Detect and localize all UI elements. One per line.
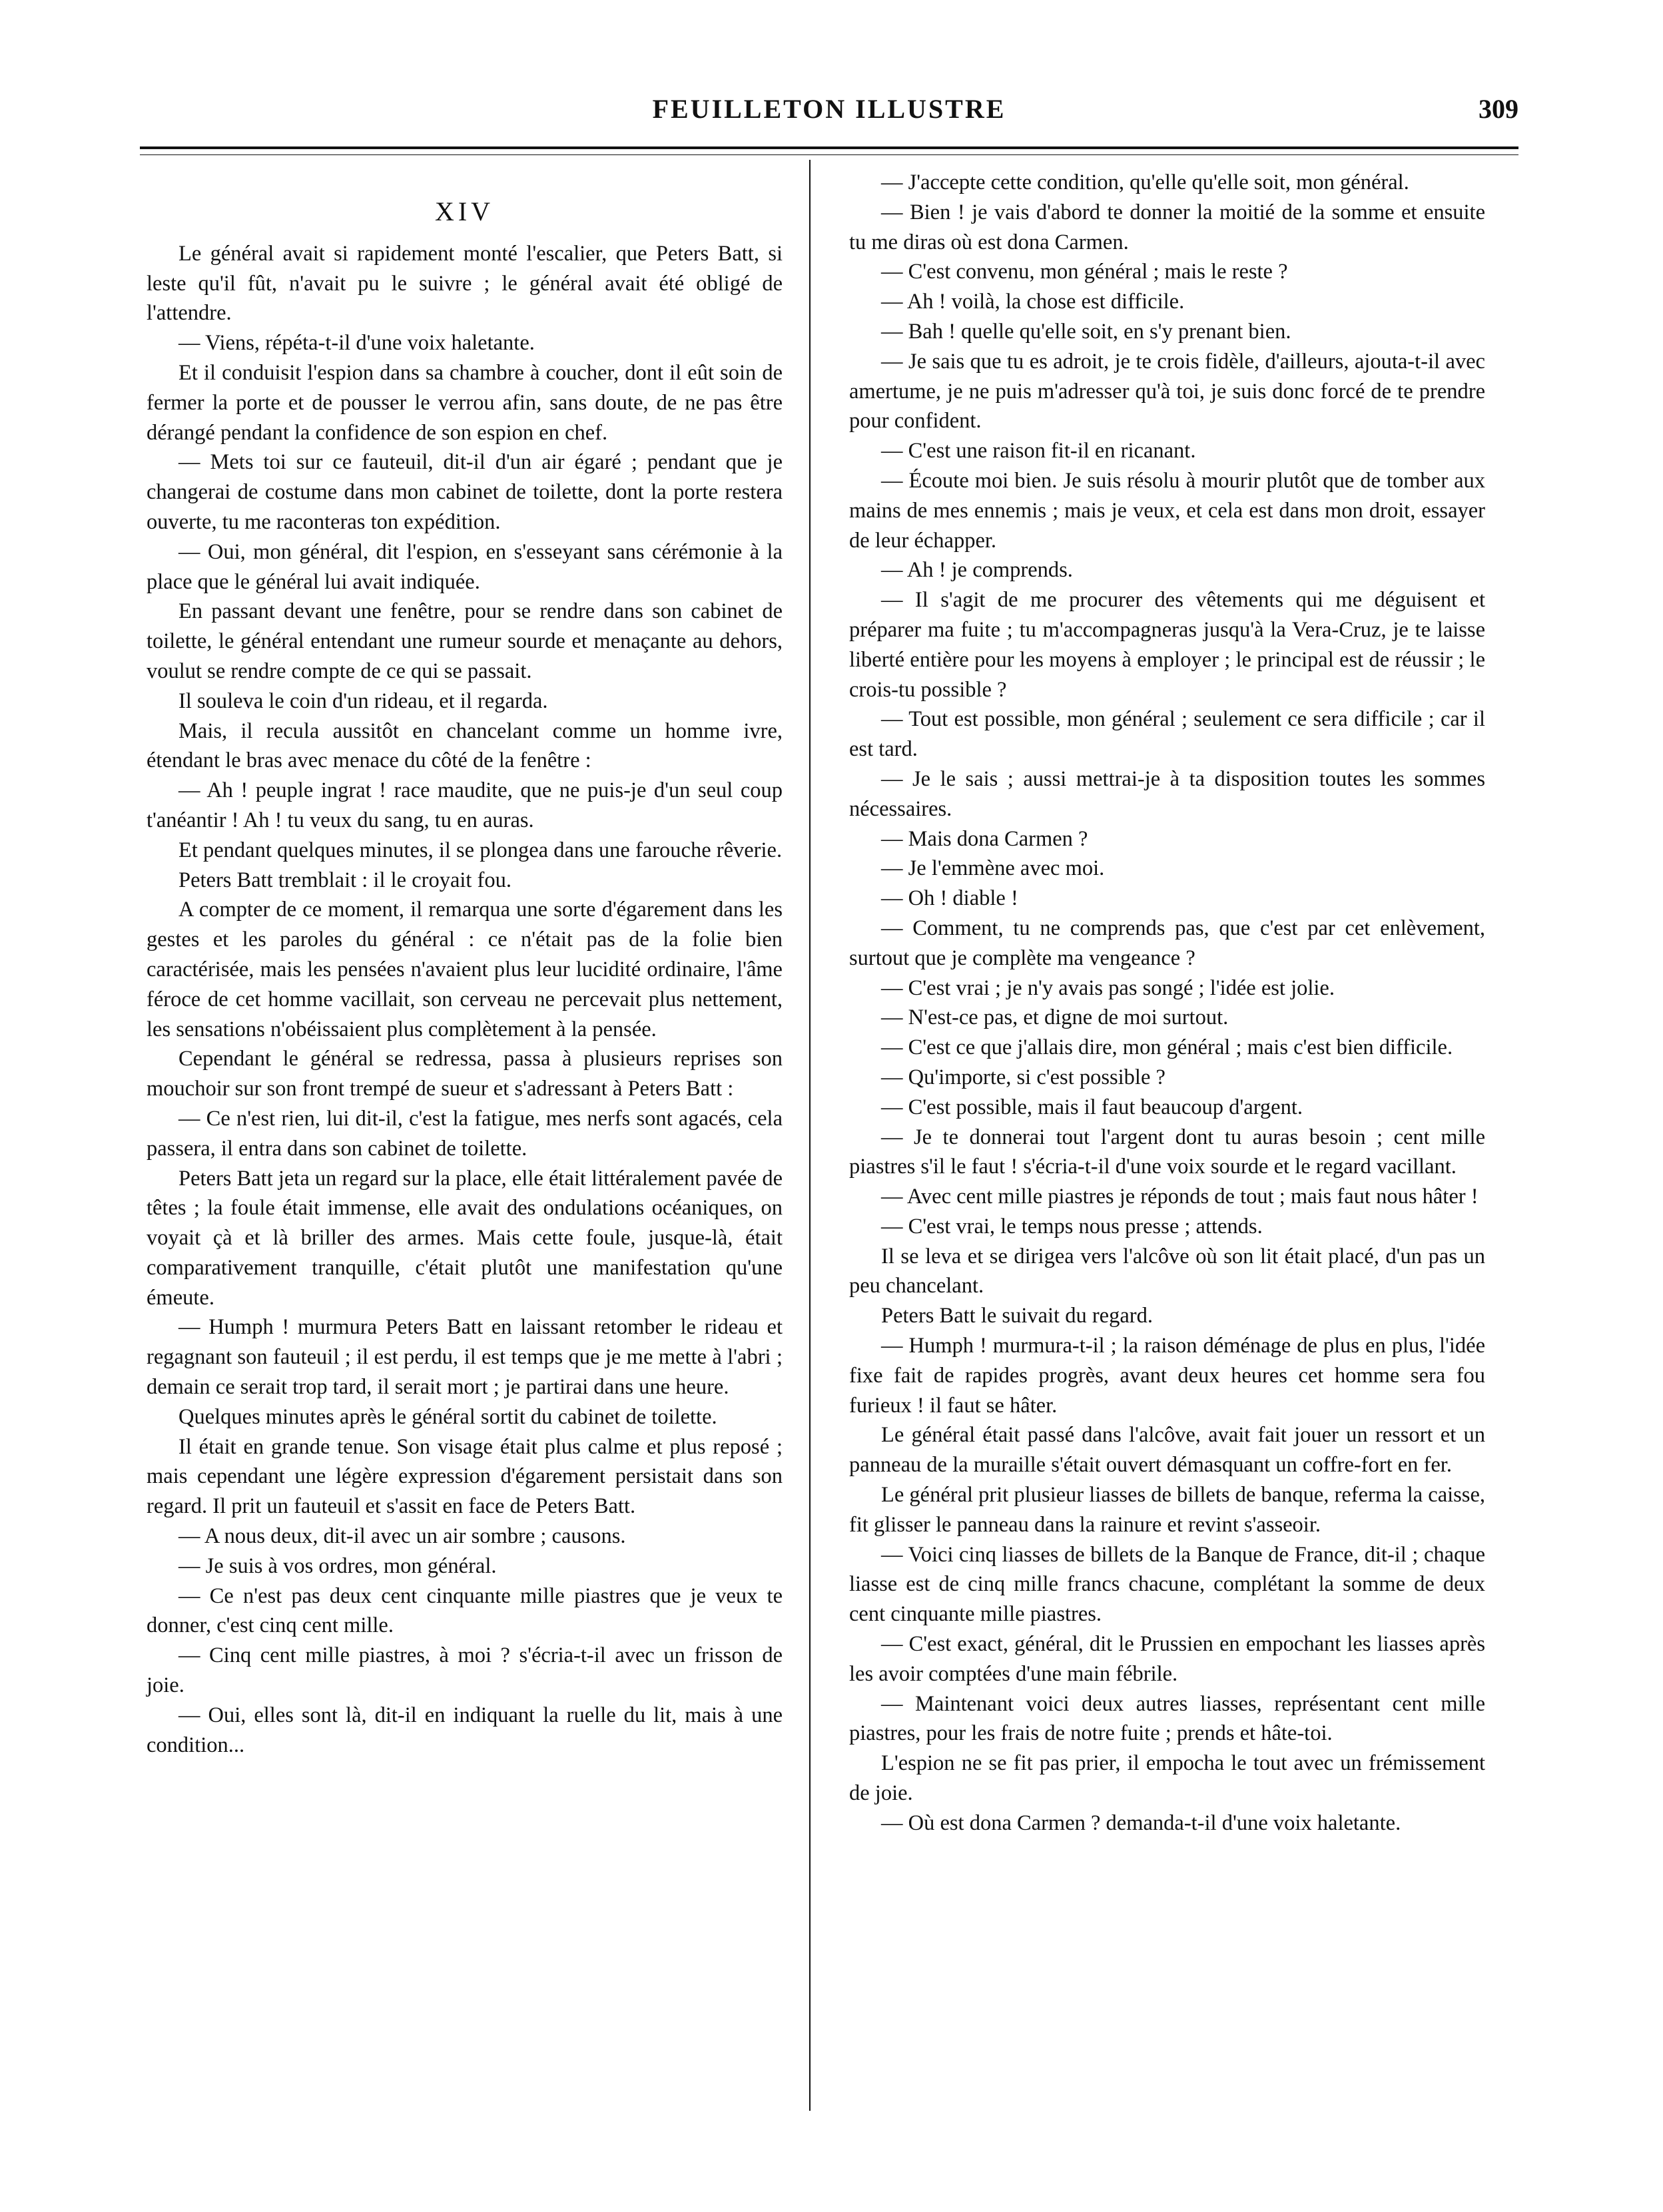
- paragraph: — Je le sais ; aussi mettrai-je à ta disposition toutes les sommes nécessaires.: [849, 766, 1485, 821]
- left-column: [147, 174, 783, 1760]
- paragraph: Et pendant quelques minutes, il se plongea dans une farouche rêverie.: [178, 838, 783, 862]
- page-number: 309: [1479, 94, 1518, 124]
- paragraph: — N'est-ce pas, et digne de moi surtout.: [881, 1005, 1229, 1030]
- paragraph: Mais, il recula aussitôt en chancelant comme un homme ivre, étendant le bras avec menace du côté de la fenêtre :: [147, 718, 783, 773]
- paragraph: Peters Batt tremblait : il le croyait fou.: [178, 868, 512, 892]
- paragraph: — C'est vrai ; je n'y avais pas songé ; l'idée est jolie.: [881, 975, 1335, 1000]
- paragraph: — Ce n'est pas deux cent cinquante mille piastres que je veux te donner, c'est cinq cent mille.: [147, 1583, 783, 1638]
- chapter-heading: XIV: [434, 196, 495, 226]
- running-head: [140, 93, 1518, 140]
- paragraph: Il souleva le coin d'un rideau, et il regarda.: [178, 689, 548, 713]
- paragraph: — A nous deux, dit-il avec un air sombre ; causons.: [178, 1524, 626, 1549]
- paragraph: — Voici cinq liasses de billets de la Banque de France, dit-il ; chaque liasse est de cinq mille francs chacune, complétant la somme de deux cent cinquante mille piastres.: [849, 1542, 1485, 1627]
- paragraph: — Ah ! je comprends.: [881, 558, 1073, 583]
- header-rule-thin: [140, 154, 1518, 155]
- paragraph: — Oui, elles sont là, dit-il en indiquant la ruelle du lit, mais à une condition...: [147, 1703, 783, 1757]
- running-title: FEUILLETON ILLUSTRE: [652, 94, 1006, 124]
- paragraph: — Je suis à vos ordres, mon général.: [178, 1553, 497, 1578]
- header-rule: [140, 146, 1518, 149]
- paragraph: — Humph ! murmura-t-il ; la raison déménage de plus en plus, l'idée fixe fait de rapides progrès, avant deux heures cet homme sera fou furieux ! il faut se hâter.: [849, 1334, 1485, 1418]
- paragraph: Peters Batt jeta un regard sur la place, elle était littéralement pavée de têtes ; la foule était immense, elle avait des ondulations océaniques, on voyait çà et là briller des armes. Mais cette foule, jusque-là, était comparativement tranquille, c'était plutôt une manifestation qu'une émeute.: [147, 1166, 783, 1310]
- paragraph: — J'accepte cette condition, qu'elle qu'elle soit, mon général.: [881, 170, 1409, 194]
- paragraph: — Bah ! quelle qu'elle soit, en s'y prenant bien.: [881, 319, 1291, 344]
- paragraph: — C'est exact, général, dit le Prussien en empochant les liasses après les avoir comptées d'une main fébrile.: [849, 1632, 1485, 1686]
- paragraph: — Comment, tu ne comprends pas, que c'est par cet enlèvement, surtout que je complète ma vengeance ?: [849, 916, 1485, 970]
- paragraph: — Où est dona Carmen ? demanda-t-il d'une voix haletante.: [881, 1810, 1401, 1835]
- paragraph: — Tout est possible, mon général ; seulement ce sera difficile ; car il est tard.: [849, 707, 1485, 762]
- paragraph: — Je l'emmène avec moi.: [881, 856, 1105, 881]
- paragraph: — C'est ce que j'allais dire, mon général ; mais c'est bien difficile.: [881, 1035, 1453, 1060]
- paragraph: — Ce n'est rien, lui dit-il, c'est la fatigue, mes nerfs sont agacés, cela passera, il entra dans son cabinet de toilette.: [147, 1106, 783, 1161]
- paragraph: — C'est vrai, le temps nous presse ; attends.: [881, 1214, 1263, 1239]
- paragraph: — Oh ! diable !: [881, 886, 1018, 911]
- paragraph: A compter de ce moment, il remarqua une sorte d'égarement dans les gestes et les paroles du général : ce n'était pas de la folie bien caractérisée, mais les pensées n'avaient plus leur lucidité ordinaire, l'âme féroce de cet homme vacillait, son cerveau ne percevait plus nettement, les sensations n'obéissaient plus complètement à la pensée.: [147, 898, 783, 1041]
- paragraph: — Écoute moi bien. Je suis résolu à mourir plutôt que de tomber aux mains de mes ennemis ; mais je veux, et cela est dans mon droit, essayer de leur échapper.: [849, 468, 1485, 553]
- paragraph: — Je te donnerai tout l'argent dont tu auras besoin ; cent mille piastres s'il le faut ! s'écria-t-il d'une voix sourde et le regard vacillant.: [849, 1125, 1485, 1179]
- paragraph: — Je sais que tu es adroit, je te crois fidèle, d'ailleurs, ajouta-t-il avec amertume, je ne puis m'adresser qu'à toi, je suis donc forcé de te prendre pour confident.: [849, 349, 1485, 433]
- paragraph: — Bien ! je vais d'abord te donner la moitié de la somme et ensuite tu me diras où est dona Carmen.: [849, 200, 1485, 254]
- right-column: [849, 168, 1485, 1838]
- paragraph: — Qu'importe, si c'est possible ?: [881, 1065, 1165, 1089]
- paragraph: — Mets toi sur ce fauteuil, dit-il d'un air égaré ; pendant que je changerai de costume dans mon cabinet de toilette, dont la porte restera ouverte, tu me raconteras ton expédition.: [147, 450, 783, 534]
- right-paragraphs: [849, 168, 1485, 1838]
- paragraph: Et il conduisit l'espion dans sa chambre à coucher, dont il eût soin de fermer la porte et de pousser le verrou afin, sans doute, de ne pas être dérangé pendant la confidence de son espion en chef.: [147, 360, 783, 445]
- paragraph: — Avec cent mille piastres je réponds de tout ; mais faut nous hâter !: [881, 1185, 1479, 1209]
- paragraph: Il se leva et se dirigea vers l'alcôve où son lit était placé, d'un pas un peu chancelant.: [849, 1244, 1485, 1298]
- paragraph: — C'est possible, mais il faut beaucoup d'argent.: [881, 1095, 1303, 1119]
- paragraph: Il était en grande tenue. Son visage était plus calme et plus reposé ; mais cependant une légère expression d'égarement persistait dans son regard. Il prit un fauteuil et s'assit en face de Peters Batt.: [147, 1434, 783, 1519]
- paragraph: — Viens, répéta-t-il d'une voix haletante.: [178, 331, 535, 356]
- paragraph: — Il s'agit de me procurer des vêtements qui me déguisent et préparer ma fuite ; tu m'accompagneras jusqu'à la Vera-Cruz, je te laisse liberté entière pour les moyens à employer ; le principal est de réussir ; le crois-tu possible ?: [849, 588, 1485, 702]
- paragraph: Peters Batt le suivait du regard.: [881, 1304, 1153, 1328]
- paragraph: — Oui, mon général, dit l'espion, en s'esseyant sans cérémonie à la place que le général lui avait indiquée.: [147, 539, 783, 594]
- paragraph: — Mais dona Carmen ?: [881, 826, 1088, 851]
- paragraph: — Ah ! voilà, la chose est difficile.: [881, 290, 1185, 314]
- paragraph: L'espion ne se fit pas prier, il empocha le tout avec un frémissement de joie.: [849, 1751, 1485, 1806]
- paragraph: En passant devant une fenêtre, pour se rendre dans son cabinet de toilette, le général entendant une rumeur sourde et menaçante au dehors, voulut se rendre compte de ce qui se passait.: [147, 599, 783, 683]
- paragraph: Le général était passé dans l'alcôve, avait fait jouer un ressort et un panneau de la muraille s'était ouvert démasquant un coffre-fort en fer.: [849, 1423, 1485, 1478]
- column-divider: [809, 160, 811, 2111]
- left-paragraphs: [147, 239, 783, 1761]
- paragraph: — C'est une raison fit-il en ricanant.: [881, 439, 1196, 463]
- paragraph: Cependant le général se redressa, passa à plusieurs reprises son mouchoir sur son front trempé de sueur et s'adressant à Peters Batt :: [147, 1047, 783, 1101]
- paragraph: Le général prit plusieur liasses de billets de banque, referma la caisse, fit glisser le panneau dans la rainure et revint s'asseoir.: [849, 1483, 1485, 1537]
- paragraph: — Maintenant voici deux autres liasses, représentant cent mille piastres, pour les frais de notre fuite ; prends et hâte-toi.: [849, 1691, 1485, 1746]
- paragraph: — Cinq cent mille piastres, à moi ? s'écria-t-il avec un frisson de joie.: [147, 1643, 783, 1698]
- paragraph: Quelques minutes après le général sortit du cabinet de toilette.: [178, 1404, 717, 1429]
- paragraph: Le général avait si rapidement monté l'escalier, que Peters Batt, si leste qu'il fût, n'avait pu le suivre ; le général avait été obligé de l'attendre.: [147, 241, 783, 326]
- paragraph: — Ah ! peuple ingrat ! race maudite, que ne puis-je d'un seul coup t'anéantir ! Ah ! tu veux du sang, tu en auras.: [147, 778, 783, 832]
- paragraph: — C'est convenu, mon général ; mais le reste ?: [881, 260, 1288, 284]
- paragraph: — Humph ! murmura Peters Batt en laissant retomber le rideau et regagnant son fauteuil ; il est perdu, il est temps que je me mette à l'abri ; demain ce serait trop tard, il serait mort ; je partirai dans une heure.: [147, 1315, 783, 1400]
